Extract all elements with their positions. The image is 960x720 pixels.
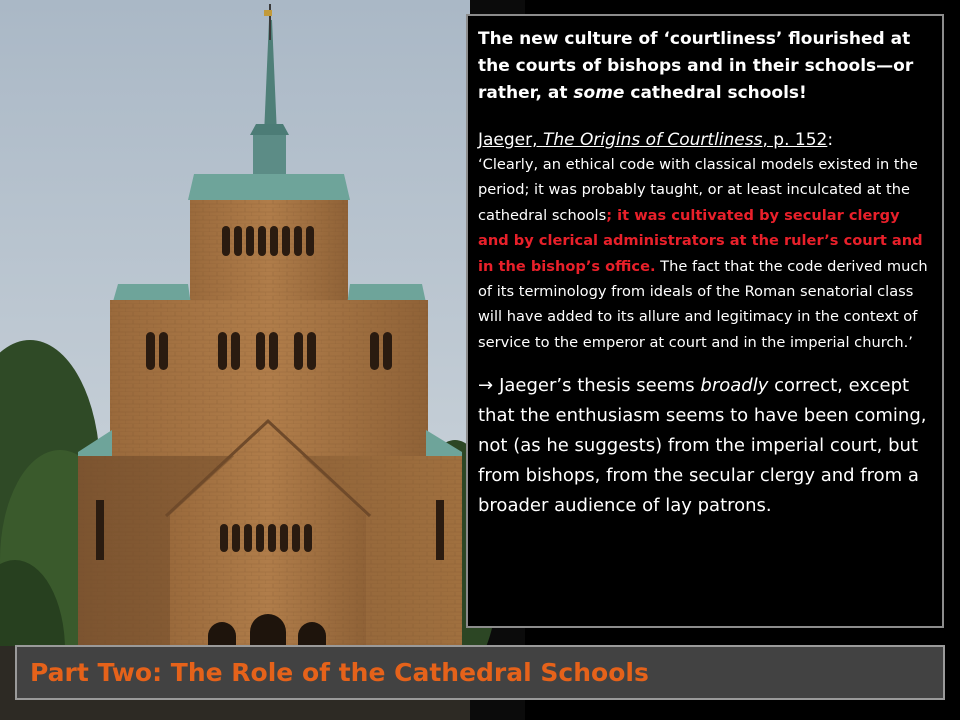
intro-text-end: cathedral schools!: [624, 83, 807, 103]
citation-link[interactable]: [478, 130, 827, 150]
citation-colon: :: [827, 130, 834, 150]
citation-book-title: The Origins of Courtliness: [542, 130, 763, 150]
citation-page: , p. 152: [762, 130, 828, 150]
quote-highlight: ; it was cultivated by secular clergy and by clerical administrators at the ruler’s court and in the bishop’s office.: [478, 206, 923, 275]
thesis-emphasis: broadly: [700, 375, 769, 397]
intro-text: The new culture of ‘courtliness’ flourished at the courts of bishops and in their schools—or rather, at: [478, 29, 914, 103]
thesis-text: Jaeger’s thesis seems: [499, 375, 701, 397]
citation-author: Jaeger,: [478, 130, 543, 150]
intro-paragraph: [478, 26, 932, 107]
citation: [478, 129, 932, 151]
thesis-text-end: correct, except that the enthusiasm seems to have been coming, not (as he suggests) from the imperial court, but from bishops, from the secular clergy and from a broader audience of lay patrons.: [478, 375, 927, 517]
quote-text-1: ‘Clearly, an ethical code with classical models existed in the period; it was probably taught, or at least inculcated at the cathedral schools: [478, 156, 918, 224]
intro-emphasis: some: [573, 83, 625, 103]
quote-panel: [466, 14, 944, 628]
thesis-paragraph: [478, 371, 932, 521]
right-arrow-icon: →: [478, 375, 494, 397]
quote-text-2: The fact that the code derived much of its terminology from ideals of the Roman senatorial class will have added to its allure and legitimacy in the context of service to the emperor at court and in the imperial church.’: [478, 257, 928, 351]
title-bar: [15, 645, 945, 700]
slide-title: Part Two: The Role of the Cathedral Schools: [30, 658, 649, 687]
block-quote: [478, 152, 932, 355]
